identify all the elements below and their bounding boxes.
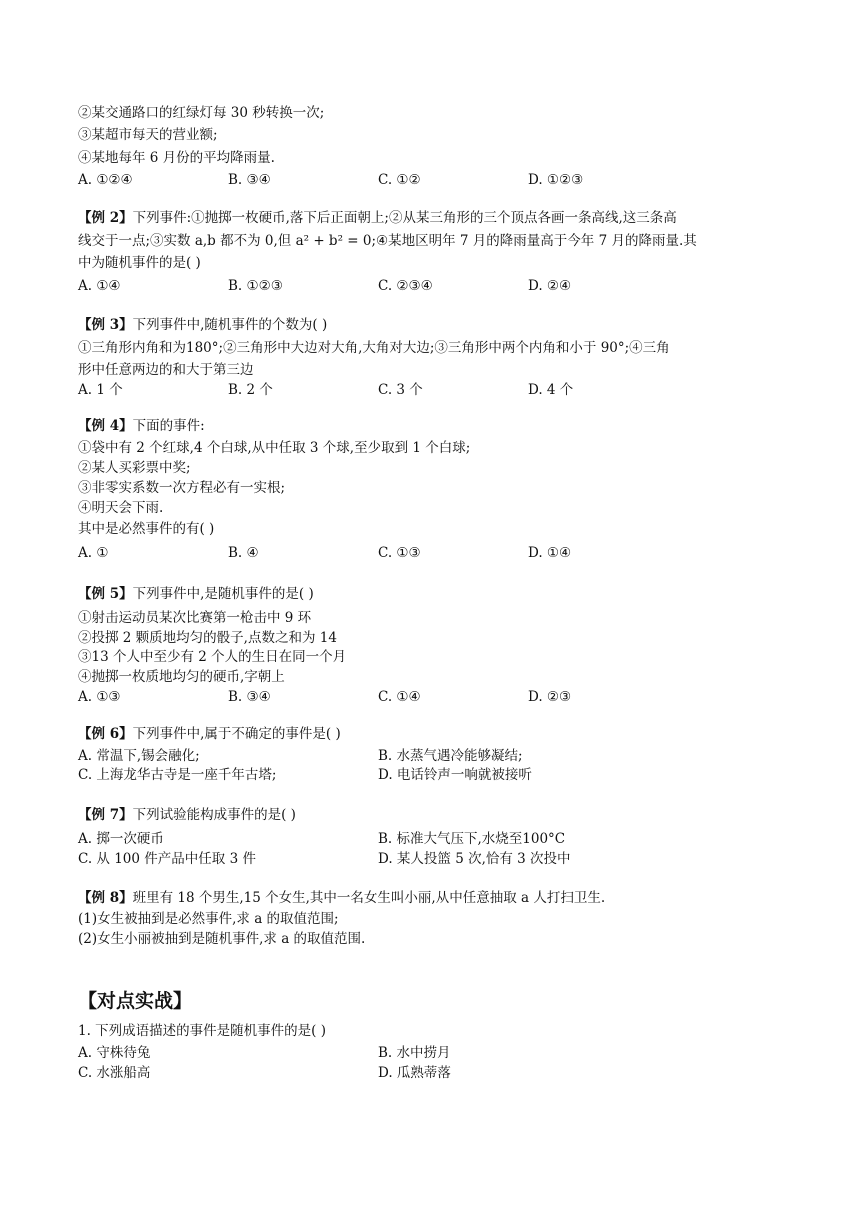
option-b: B. ①②③ — [228, 278, 283, 294]
example-7-tag: 【例 7】 — [78, 807, 133, 823]
statement-2: ②某交通路口的红绿灯每 30 秒转换一次; — [78, 105, 325, 121]
example-5-line-2: ①射击运动员某次比赛第一枪击中 9 环 — [78, 610, 312, 626]
option-d: D. ②③ — [528, 689, 572, 705]
example-3-tag: 【例 3】 — [78, 317, 133, 333]
option-d: D. ①④ — [528, 545, 572, 561]
option-a: A. ①③ — [78, 689, 121, 705]
example-2-line-1: 【例 2】下列事件:①抛掷一枚硬币,落下后正面朝上;②从某三角形的三个顶点各画一条高线,这三条高 — [78, 210, 677, 226]
example-5-tag: 【例 5】 — [78, 586, 133, 602]
option-b: B. 标准大气压下,水烧至100°C — [378, 831, 566, 847]
option-b: B. 2 个 — [228, 382, 273, 398]
option-d: D. 某人投篮 5 次,恰有 3 次投中 — [378, 851, 571, 867]
section-heading: 【对点实战】 — [78, 990, 193, 1012]
option-c: C. 3 个 — [378, 382, 423, 398]
option-d: D. 瓜熟蒂落 — [378, 1065, 451, 1081]
example-8-part-1: (1)女生被抽到是必然事件,求 a 的取值范围; — [78, 911, 339, 927]
example-3-line-1: 【例 3】下列事件中,随机事件的个数为( ) — [78, 317, 328, 333]
practice-q1: 1. 下列成语描述的事件是随机事件的是( ) — [78, 1023, 326, 1039]
option-b: B. 水中捞月 — [378, 1045, 451, 1061]
statement-3: ③某超市每天的营业额; — [78, 127, 218, 143]
option-a: A. 1 个 — [78, 382, 123, 398]
example-4-line-4: ③非零实系数一次方程必有一实根; — [78, 480, 286, 496]
option-d: D. ②④ — [528, 278, 572, 294]
option-c: C. ①③ — [378, 545, 421, 561]
example-8-part-2: (2)女生小丽被抽到是随机事件,求 a 的取值范围. — [78, 931, 366, 947]
example-5-line-1: 【例 5】下列事件中,是随机事件的是( ) — [78, 586, 314, 602]
example-3-line-3: 形中任意两边的和大于第三边 — [78, 362, 254, 378]
option-c: C. ①② — [378, 172, 421, 188]
option-c: C. ①④ — [378, 689, 421, 705]
option-a: A. 守株待兔 — [78, 1045, 151, 1061]
example-5-line-5: ④抛掷一枚质地均匀的硬币,字朝上 — [78, 669, 285, 685]
example-4-line-3: ②某人买彩票中奖; — [78, 460, 191, 476]
option-a: A. ①②④ — [78, 172, 133, 188]
option-c: C. 上海龙华古寺是一座千年古塔; — [78, 767, 277, 783]
example-6-tag: 【例 6】 — [78, 726, 133, 742]
option-b: B. ③④ — [228, 172, 271, 188]
option-c: C. 从 100 件产品中任取 3 件 — [78, 851, 256, 867]
example-4-line-5: ④明天会下雨. — [78, 500, 164, 516]
example-5-line-4: ③13 个人中至少有 2 个人的生日在同一个月 — [78, 649, 347, 665]
option-a: A. ①④ — [78, 278, 121, 294]
example-3-line-2: ①三角形内角和为180°;②三角形中大边对大角,大角对大边;③三角形中两个内角和小于 90°;④三角 — [78, 340, 670, 356]
option-a: A. 常温下,锡会融化; — [78, 748, 200, 764]
example-4-line-1: 【例 4】下面的事件: — [78, 418, 205, 434]
example-4-line-6: 其中是必然事件的有( ) — [78, 521, 215, 537]
option-c: C. 水涨船高 — [78, 1065, 151, 1081]
option-a: A. ① — [78, 545, 109, 561]
example-6-line-1: 【例 6】下列事件中,属于不确定的事件是( ) — [78, 726, 341, 742]
option-d: D. 4 个 — [528, 382, 574, 398]
statement-4: ④某地每年 6 月份的平均降雨量. — [78, 150, 275, 166]
example-4-tag: 【例 4】 — [78, 418, 133, 434]
example-8-tag: 【例 8】 — [78, 890, 133, 906]
example-7-line-1: 【例 7】下列试验能构成事件的是( ) — [78, 807, 296, 823]
option-c: C. ②③④ — [378, 278, 433, 294]
option-d: D. ①②③ — [528, 172, 584, 188]
option-a: A. 掷一次硬币 — [78, 831, 164, 847]
example-5-line-3: ②投掷 2 颗质地均匀的骰子,点数之和为 14 — [78, 630, 337, 646]
example-4-line-2: ①袋中有 2 个红球,4 个白球,从中任取 3 个球,至少取到 1 个白球; — [78, 440, 471, 456]
example-2-line-3: 中为随机事件的是( ) — [78, 255, 201, 271]
option-b: B. ④ — [228, 545, 259, 561]
option-b: B. ③④ — [228, 689, 271, 705]
example-2-line-2: 线交于一点;③实数 a,b 都不为 0,但 a² + b² = 0;④某地区明年 7 月的降雨量高于今年 7 月的降雨量.其 — [78, 233, 697, 249]
example-2-tag: 【例 2】 — [78, 210, 133, 226]
option-b: B. 水蒸气遇冷能够凝结; — [378, 748, 523, 764]
example-8-line-1: 【例 8】班里有 18 个男生,15 个女生,其中一名女生叫小丽,从中任意抽取 a 人打扫卫生. — [78, 890, 606, 906]
option-d: D. 电话铃声一响就被接听 — [378, 767, 532, 783]
